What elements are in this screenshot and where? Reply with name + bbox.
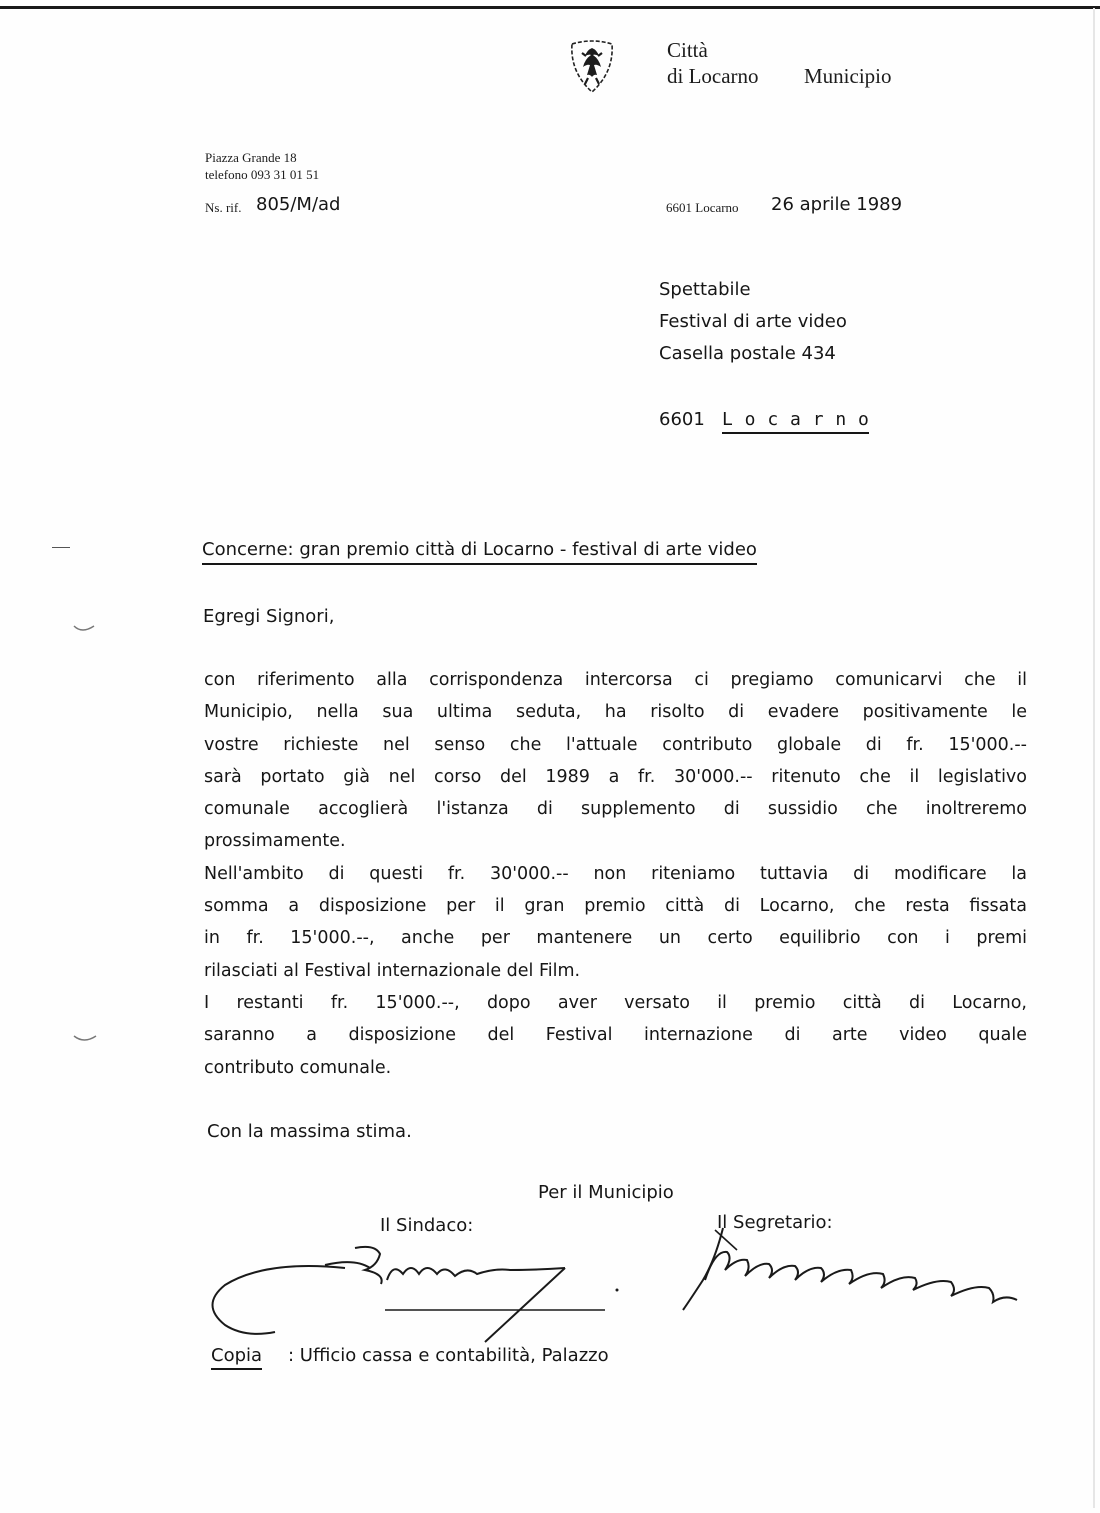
recipient-line-2: Festival di arte video (659, 311, 847, 332)
body-line: Nell'ambito di questi fr. 30'000.-- non riteniamo tuttavia di modificare la (204, 863, 1027, 884)
punch-hole-mark (72, 1030, 98, 1046)
secretary-signature (675, 1220, 1025, 1315)
body-line: con riferimento alla corrispondenza intercorsa ci pregiamo comunicarvi che il (204, 670, 1027, 690)
reference-number: 805/M/ad (256, 194, 341, 215)
body-line: saranno a disposizione del Festival internazione di arte video quale (204, 1025, 1027, 1046)
letter-date: 26 aprile 1989 (771, 194, 903, 215)
place-label: 6601 Locarno (666, 200, 739, 215)
sender-phone: telefono 093 31 01 51 (205, 167, 320, 182)
body-line: somma a disposizione per il gran premio città di Locarno, che resta fissata (204, 896, 1027, 917)
body-line: sarà portato già nel corso del 1989 a fr. 30'000.-- ritenuto che il legislativo (204, 766, 1027, 787)
letterhead-office: Municipio (804, 64, 892, 88)
letter-body (204, 664, 1027, 1084)
body-line: I restanti fr. 15'000.--, dopo aver versato il premio città di Locarno, (204, 992, 1027, 1013)
signature-heading: Per il Municipio (538, 1182, 674, 1203)
mayor-label: Il Sindaco: (380, 1215, 474, 1236)
punch-hole-mark (72, 616, 96, 636)
recipient-city: L o c a r n o (722, 409, 869, 434)
reference-label: Ns. rif. (205, 200, 242, 215)
sender-address: Piazza Grande 18 (205, 150, 297, 165)
body-line: prossimamente. (204, 831, 346, 852)
city-crest-icon (566, 38, 618, 96)
body-line: Municipio, nella sua ultima seduta, ha risolto di evadere positivamente le (204, 702, 1027, 723)
letterhead-city: Città (667, 38, 708, 62)
body-line: comunale accoglierà l'istanza di supplemento di sussidio che inoltreremo (204, 799, 1027, 820)
mayor-signature (205, 1240, 625, 1345)
margin-mark (52, 547, 70, 548)
closing-phrase: Con la massima stima. (207, 1121, 412, 1142)
recipient-postcode: 6601 (659, 409, 705, 430)
body-line: vostre richieste nel senso che l'attuale contributo globale di fr. 15'000.-- (204, 734, 1027, 755)
body-line: in fr. 15'000.--, anche per mantenere un certo equilibrio con i premi (204, 928, 1027, 949)
subject-line: Concerne: gran premio città di Locarno - festival di arte video (202, 539, 757, 565)
copy-label: Copia (211, 1345, 262, 1370)
scan-right-edge (1093, 8, 1095, 1508)
salutation: Egregi Signori, (203, 606, 335, 627)
copy-recipient: : Ufficio cassa e contabilità, Palazzo (288, 1345, 609, 1366)
letterhead-city-name: di Locarno (667, 64, 759, 88)
recipient-line-3: Casella postale 434 (659, 343, 836, 364)
secretary-label: Il Segretario: (717, 1212, 833, 1233)
recipient-line-1: Spettabile (659, 279, 751, 300)
body-line: rilasciati al Festival internazionale del Film. (204, 960, 581, 981)
body-line: contributo comunale. (204, 1057, 392, 1078)
scan-top-edge (0, 6, 1100, 9)
